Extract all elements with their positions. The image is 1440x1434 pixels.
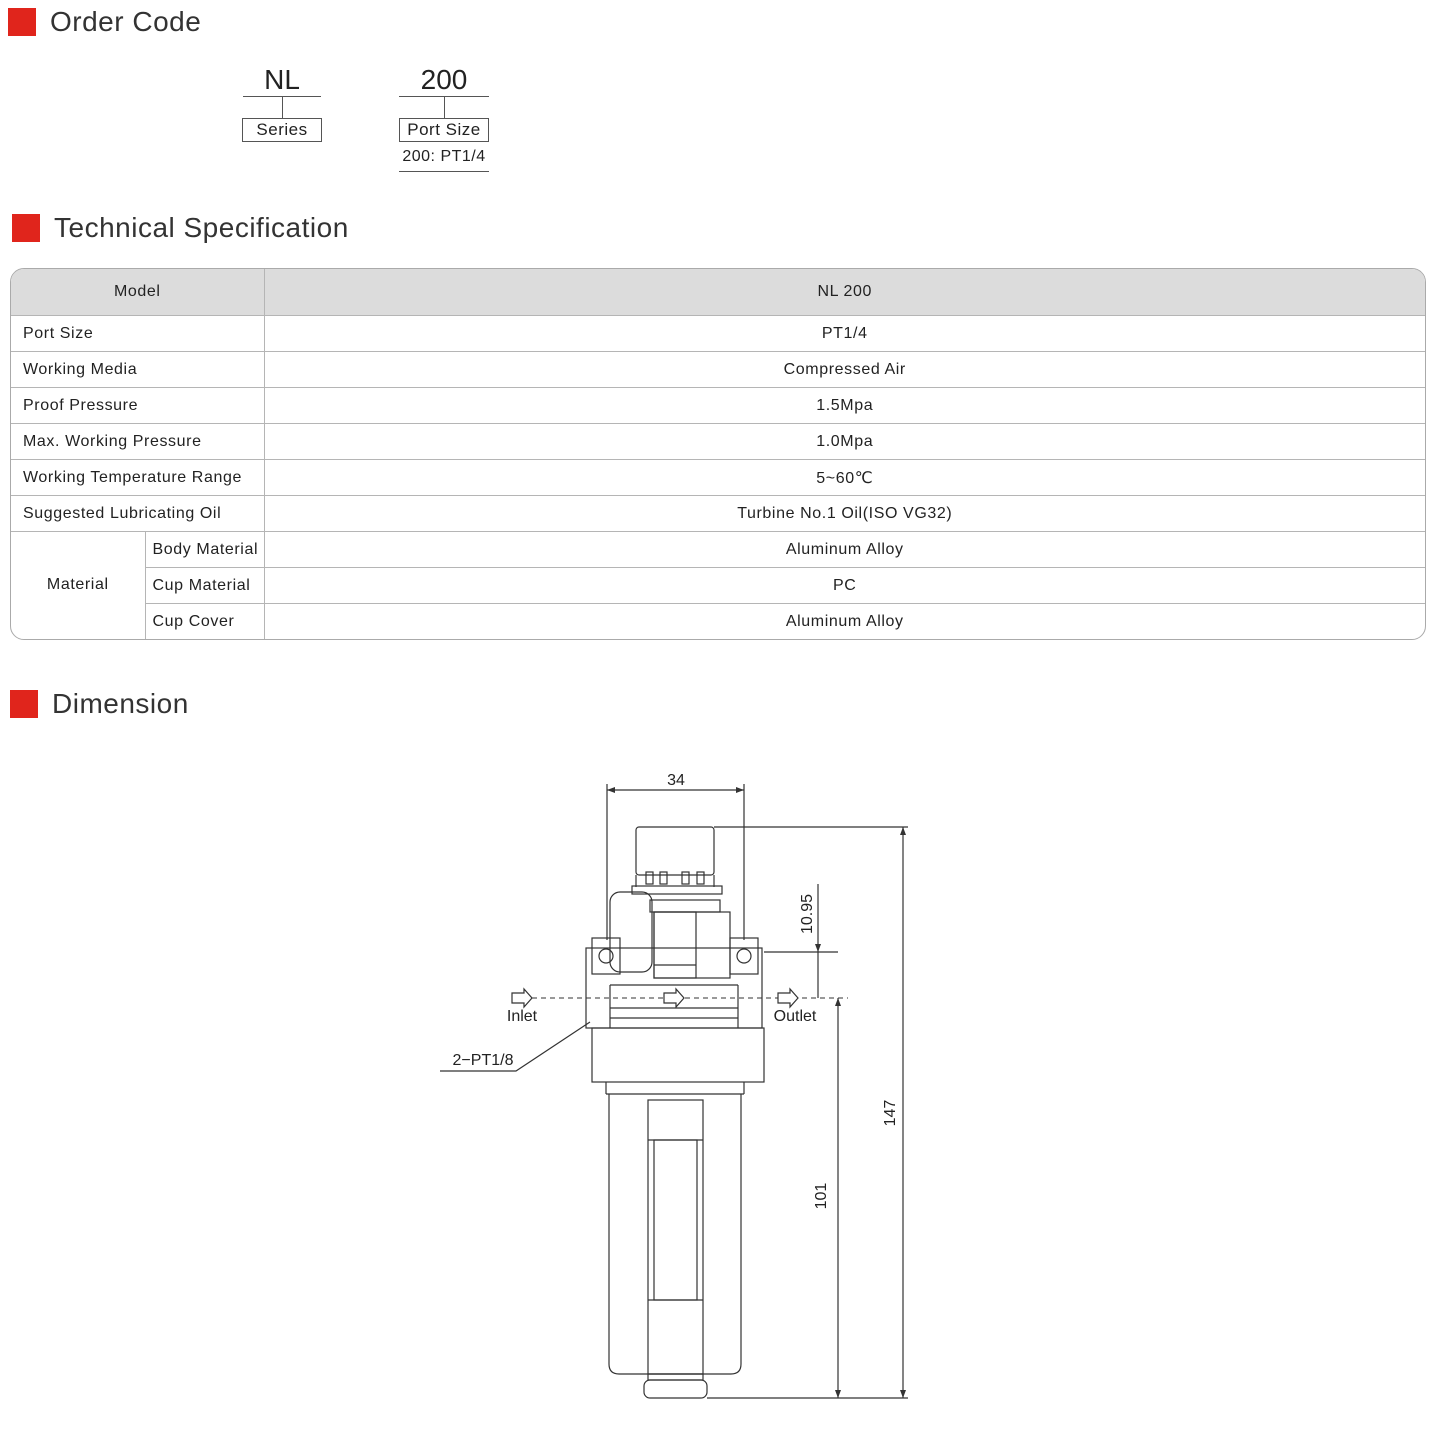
table-row bbox=[11, 568, 1425, 604]
section-marker-icon bbox=[8, 8, 36, 36]
spec-row-value: 5~60℃ bbox=[264, 460, 1425, 496]
spec-row-value: PT1/4 bbox=[264, 316, 1425, 352]
series-connector bbox=[282, 96, 283, 118]
spec-row-value: Turbine No.1 Oil(ISO VG32) bbox=[264, 496, 1425, 532]
port-size-code: 200 bbox=[420, 64, 468, 95]
spec-row-value: Compressed Air bbox=[264, 352, 1425, 388]
port-size-connector bbox=[444, 96, 445, 118]
table-row bbox=[11, 532, 1425, 568]
section-marker-icon bbox=[10, 690, 38, 718]
spec-row-label: Max. Working Pressure bbox=[11, 424, 264, 460]
table-row bbox=[11, 604, 1425, 640]
port-size-note-underline bbox=[399, 171, 489, 172]
table-row bbox=[11, 388, 1425, 424]
lubricator-dimension-drawing bbox=[0, 740, 1440, 1434]
top-offset-dimension-label: 10.95 bbox=[799, 893, 816, 935]
spec-row-label: Port Size bbox=[11, 316, 264, 352]
table-row bbox=[11, 316, 1425, 352]
spec-header-value: NL 200 bbox=[264, 269, 1425, 316]
material-row-label: Cup Cover bbox=[145, 604, 264, 640]
tech-spec-heading bbox=[12, 212, 349, 244]
order-code-heading bbox=[8, 6, 201, 38]
spec-row-value: 1.0Mpa bbox=[264, 424, 1425, 460]
order-code-title: Order Code bbox=[50, 6, 202, 37]
inlet-label: Inlet bbox=[506, 1008, 538, 1025]
table-row bbox=[11, 496, 1425, 532]
lower-height-dimension-label: 101 bbox=[813, 1182, 830, 1210]
material-row-value: PC bbox=[264, 568, 1425, 604]
series-code: NL bbox=[264, 64, 300, 95]
width-dimension-label: 34 bbox=[667, 772, 685, 789]
dimension-heading bbox=[10, 688, 189, 720]
tech-spec-title: Technical Specification bbox=[54, 212, 349, 243]
spec-row-label: Working Media bbox=[11, 352, 264, 388]
spec-header-row bbox=[11, 269, 1425, 316]
spec-row-value: 1.5Mpa bbox=[264, 388, 1425, 424]
dimension-title: Dimension bbox=[52, 688, 189, 719]
table-row bbox=[11, 424, 1425, 460]
spec-table bbox=[10, 268, 1426, 640]
material-row-value: Aluminum Alloy bbox=[785, 612, 904, 630]
port-size-label-box: Port Size bbox=[399, 118, 489, 142]
total-height-dimension-label: 147 bbox=[882, 1099, 899, 1127]
series-label-box: Series bbox=[242, 118, 322, 142]
section-marker-icon bbox=[12, 214, 40, 242]
material-row-label: Cup Material bbox=[145, 568, 264, 604]
material-row-label: Body Material bbox=[145, 532, 264, 568]
spec-header-label: Model bbox=[11, 269, 264, 316]
port-size-note: 200: PT1/4 bbox=[402, 148, 486, 165]
outlet-label: Outlet bbox=[773, 1008, 817, 1025]
material-group-label: Material bbox=[11, 532, 145, 640]
material-row-value: Aluminum Alloy bbox=[264, 532, 1425, 568]
table-row bbox=[11, 460, 1425, 496]
spec-row-label: Suggested Lubricating Oil bbox=[11, 496, 264, 532]
spec-row-label: Proof Pressure bbox=[11, 388, 264, 424]
table-row bbox=[11, 352, 1425, 388]
spec-row-label: Working Temperature Range bbox=[11, 460, 264, 496]
port-callout-label: 2−PT1/8 bbox=[452, 1052, 514, 1069]
